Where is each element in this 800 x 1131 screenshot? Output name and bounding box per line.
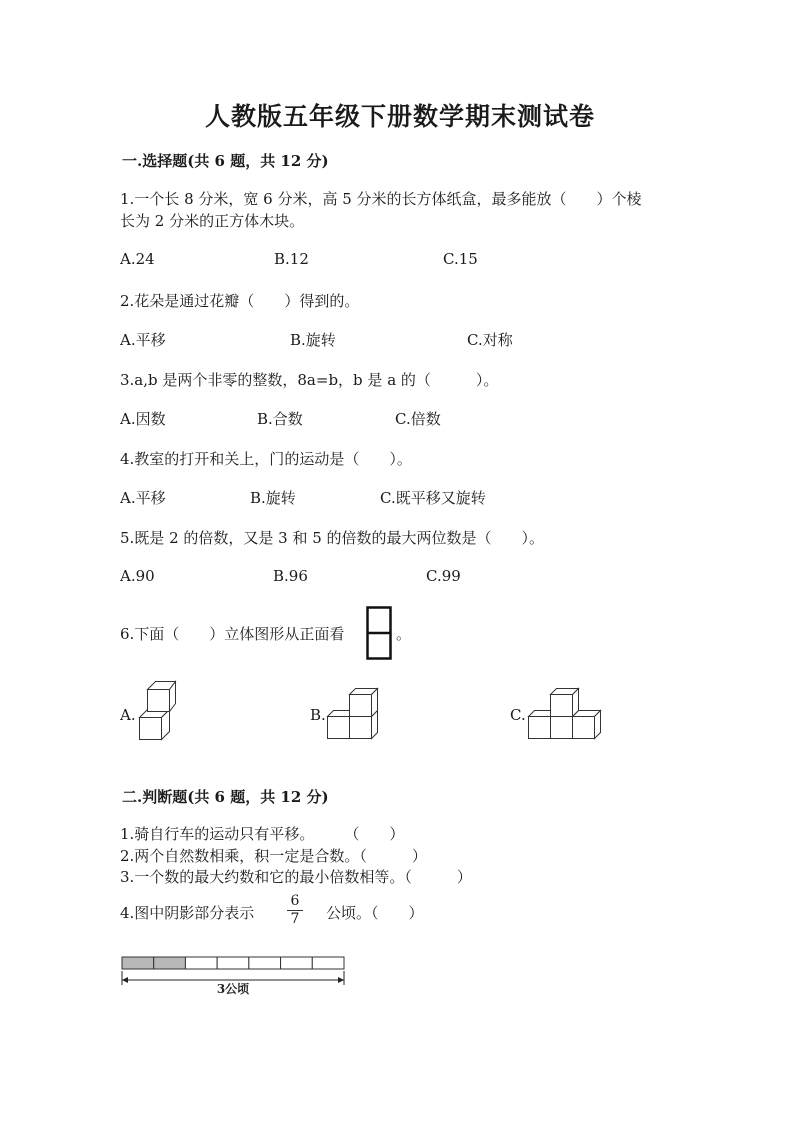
- question-1-stem-line2: 长为 2 分米的正方体木块。: [120, 212, 305, 230]
- question-3-option-c[interactable]: C.倍数: [395, 410, 441, 428]
- fraction: [287, 893, 303, 928]
- section-heading-judgment: 二.判断题(共 6 题，共 12 分): [122, 788, 329, 806]
- shaded-cell: [122, 957, 154, 969]
- question-5-option-c[interactable]: C.99: [426, 567, 461, 585]
- fraction-numerator: 6: [287, 893, 303, 911]
- unshaded-cell: [249, 957, 281, 969]
- question-3-stem: 3.a,b 是两个非零的整数，8a=b，b 是 a 的（ ）。: [120, 371, 499, 389]
- question-1-option-a[interactable]: A.24: [120, 250, 155, 268]
- shaded-cell: [154, 957, 186, 969]
- page-title: 人教版五年级下册数学期末测试卷: [204, 102, 595, 131]
- question-2-stem: 2.花朵是通过花瓣（ ）得到的。: [120, 292, 360, 310]
- unshaded-cell: [185, 957, 217, 969]
- unshaded-cell: [312, 957, 344, 969]
- question-1-option-b[interactable]: B.12: [274, 250, 309, 268]
- question-5-option-a[interactable]: A.90: [120, 567, 155, 585]
- question-6-stem-end: 。: [396, 625, 412, 643]
- question-2-option-c[interactable]: C.对称: [467, 331, 513, 349]
- judgment-item-4-stem: 4.图中阴影部分表示: [120, 904, 255, 922]
- judgment-item-3: 3.一个数的最大约数和它的最小倍数相等。（ ）: [120, 868, 472, 886]
- front-view-figure: [366, 606, 392, 660]
- question-5-stem: 5.既是 2 的倍数，又是 3 和 5 的倍数的最大两位数是（ ）。: [120, 529, 545, 547]
- question-4-option-b[interactable]: B.旋转: [250, 489, 296, 507]
- figure-label: 3公顷: [216, 982, 250, 996]
- question-3-option-b[interactable]: B.合数: [257, 410, 303, 428]
- judgment-item-1: 1.骑自行车的运动只有平移。 （ ）: [120, 825, 405, 843]
- option-b-cube-figure[interactable]: [327, 688, 379, 740]
- section-heading-choice: 一.选择题(共 6 题，共 12 分): [122, 152, 329, 170]
- question-4-option-c[interactable]: C.既平移又旋转: [380, 489, 486, 507]
- fraction-denominator: 7: [290, 911, 300, 927]
- question-2-option-a[interactable]: A.平移: [120, 331, 166, 349]
- dimension-arrow-right: [338, 977, 344, 983]
- unshaded-cell: [281, 957, 313, 969]
- question-3-option-a[interactable]: A.因数: [120, 410, 166, 428]
- area-bar-figure: [120, 955, 346, 997]
- question-1-option-c[interactable]: C.15: [443, 250, 478, 268]
- option-a-cube-figure[interactable]: [139, 681, 177, 741]
- question-4-option-a[interactable]: A.平移: [120, 489, 166, 507]
- unshaded-cell: [217, 957, 249, 969]
- dimension-arrow-left: [122, 977, 128, 983]
- question-6-option-a[interactable]: A.: [120, 706, 136, 724]
- question-6-option-b[interactable]: B.: [310, 706, 326, 724]
- question-2-option-b[interactable]: B.旋转: [290, 331, 336, 349]
- judgment-item-2: 2.两个自然数相乘，积一定是合数。（ ）: [120, 847, 427, 865]
- judgment-item-4-stem-end: 公顷。（ ）: [326, 904, 424, 922]
- option-c-cube-figure[interactable]: [528, 688, 604, 740]
- question-1-stem-line1: 1.一个长 8 分米，宽 6 分米，高 5 分米的长方体纸盒，最多能放（ ）个棱: [120, 190, 642, 208]
- question-4-stem: 4.教室的打开和关上，门的运动是（ ）。: [120, 450, 412, 468]
- question-6-option-c[interactable]: C.: [510, 706, 526, 724]
- question-6-stem: 6.下面（ ）立体图形从正面看: [120, 625, 345, 643]
- question-5-option-b[interactable]: B.96: [273, 567, 308, 585]
